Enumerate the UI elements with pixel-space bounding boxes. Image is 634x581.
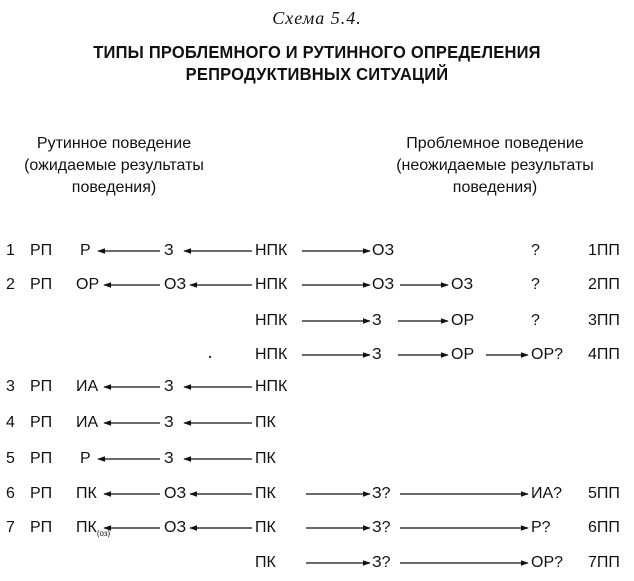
routine-heading-line-2: (ожидаемые результаты [24, 157, 204, 174]
node: ОР [451, 346, 475, 363]
node: З? [372, 554, 391, 571]
node: ОЗ [451, 276, 474, 293]
routine-code: РП [30, 450, 53, 467]
node: ОЗ [372, 276, 395, 293]
routine-heading-line-1: Рутинное поведение [36, 135, 192, 152]
row-number: 4 [6, 414, 15, 431]
node: ПК [255, 519, 276, 536]
node: З? [372, 519, 391, 536]
stray-dot [209, 356, 211, 358]
problem-code: 6ПП [588, 519, 620, 536]
node: З [164, 378, 174, 395]
problem-code: 4ПП [588, 346, 620, 363]
node: НПК [255, 312, 288, 329]
routine-code: РП [30, 276, 53, 293]
node: ОР [451, 312, 475, 329]
problem-code: 3ПП [588, 312, 620, 329]
routine-code: РП [30, 242, 53, 259]
node: ПК [255, 414, 276, 431]
node-text: ПК [76, 519, 97, 536]
node: НПК [255, 276, 288, 293]
node: ПК [76, 485, 97, 502]
routine-heading-line-3: поведения) [71, 179, 157, 196]
node [76, 518, 110, 544]
diagram-title-line-2: РЕПРОДУКТИВНЫХ СИТУАЦИЙ [185, 65, 449, 85]
routine-code: РП [30, 378, 53, 395]
node: ОР [76, 276, 100, 293]
node: ОЗ [164, 485, 187, 502]
question-mark: ? [531, 276, 540, 293]
row-number: 5 [6, 450, 15, 467]
node: Р [80, 242, 91, 259]
row-number: 2 [6, 276, 15, 293]
problem-code: 5ПП [588, 485, 620, 502]
node: ОР? [531, 554, 564, 571]
node: ИА? [531, 485, 563, 502]
node: ОЗ [372, 242, 395, 259]
problem-heading-line-2: (неожидаемые результаты [396, 157, 594, 174]
node: ИА [76, 378, 99, 395]
scheme-caption: Схема 5.4. [272, 8, 362, 28]
row-number: 1 [6, 242, 15, 259]
node: З [372, 346, 382, 363]
row-number: 3 [6, 378, 15, 395]
node: ОЗ [164, 276, 187, 293]
node: НПК [255, 242, 288, 259]
problem-code: 7ПП [588, 554, 620, 571]
diagram-title-line-1: ТИПЫ ПРОБЛЕМНОГО И РУТИННОГО ОПРЕДЕЛЕНИЯ [93, 43, 541, 63]
routine-code: РП [30, 485, 53, 502]
node-subscript: (оз) [96, 529, 111, 538]
routine-code: РП [30, 414, 53, 431]
node: ПК [255, 485, 276, 502]
node: ИА [76, 414, 99, 431]
node: З [164, 242, 174, 259]
node: З? [372, 485, 391, 502]
row-number: 6 [6, 485, 15, 502]
node: ОР? [531, 346, 564, 363]
node: З [164, 414, 174, 431]
question-mark: ? [531, 312, 540, 329]
node: ОЗ [164, 519, 187, 536]
problem-code: 1ПП [588, 242, 620, 259]
node: НПК [255, 346, 288, 363]
problem-code: 2ПП [588, 276, 620, 293]
problem-heading-line-1: Проблемное поведение [406, 135, 584, 152]
node: Р [80, 450, 91, 467]
node: З [164, 450, 174, 467]
problem-heading-line-3: поведения) [452, 179, 538, 196]
routine-code: РП [30, 519, 53, 536]
node: ПК [255, 450, 276, 467]
node: Р? [531, 519, 551, 536]
question-mark: ? [531, 242, 540, 259]
node: ПК [255, 554, 276, 571]
node: НПК [255, 378, 288, 395]
row-number: 7 [6, 519, 15, 536]
node: З [372, 312, 382, 329]
